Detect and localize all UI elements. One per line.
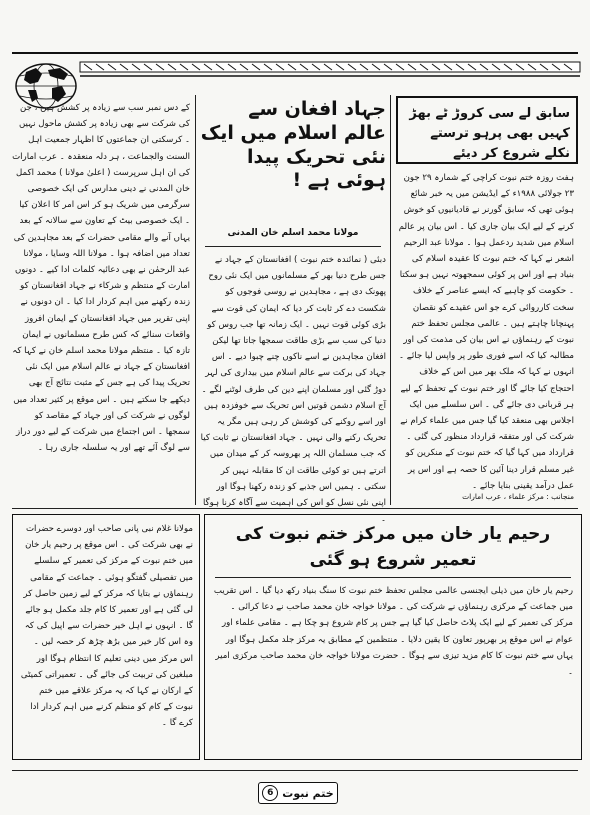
column-separator	[390, 95, 391, 505]
article-bottom-right-body: رحیم یار خان میں ذیلی ایجنسی عالمی مجلس تحفظ ختم نبوت کا سنگ بنیاد رکھ دیا گیا ۔ اس تقریب میں جماعت کے مرکزی رہنماؤں نے شرکت کی ۔ مولانا خواجہ خان محمد صاحب نے دعا کرائی ۔ مرکز کی تعمیر کے لیے ایک پلاٹ حاصل کیا گیا ہے جس پر کام شروع ہو چکا ہے ۔ مقامی علماء اور عوام نے اس موقع پر بھرپور تعاون کا یقین دلایا ۔ منتظمین کے مطابق یہ مرکز جلد مکمل ہوگا اور یہاں سے ختم نبوت کا کام مزید تیزی سے ہوگا ۔ حضرت مولانا خواجہ خان محمد صاحب مرکزی امیر ۔	[213, 586, 573, 678]
article-left-body: کے دس نمبر سب سے زیادہ پر کشش ہیں ، جن کی شرکت سے بھی زیادہ پر کشش ماحول نہیں ۔ کرسکتی ان جماعتوں کا اظہار جمعیت اہل السنت والجماعت ، ہر دلہ منعقدہ ۔ عرب امارات کی ان اہل سرپرست ( اعلیٰ مولانا ) محمد اکمل خان المدنی نے دینی مدارس کی ایک خصوصی سرگرمی میں شریک ہو کر اس امر کا اعلان کیا ۔ ایک خصوصی بیٹ کے تعاون سے سالانہ کے بعد یہاں آنے والے مقامی حضرات کے بعد مجاہدین کی تعداد میں اضافہ ہوا ۔ مولانا اللہ وسایا ، مولانا عبد الرحمٰن نے بھی دعائیہ کلمات ادا کیے ۔ دونوں امارت کے منتظم و شرکاء نے جہاد افغانستان کو زندہ رکھنے میں اہم کردار ادا کیا ۔ ان دونوں نے اپنی تقریر میں جہاد افغانستان کے ایمان افروز واقعات سنائے کہ کس طرح مسلمانوں نے ایمان تازہ کیا ۔ منتظم مولانا محمد اسلم خان نے کہا کہ افغانستان کے جہاد نے عالم اسلام میں ایک نئی تحریک پیدا کی ہے جس کے مثبت نتائج آج بھی دیکھے جا سکتے ہیں ۔ اس موقع پر کثیر تعداد میں لوگوں نے شرکت کی اور جہاد کے مقاصد کو سمجھا ۔ اس اجتماع میں شرکت کے لیے دور دراز سے لوگ آئے تھے اور یہ سلسلہ جاری رہا ۔	[12, 103, 190, 454]
footer-label: ختم نبوت	[282, 786, 334, 800]
headline-rule	[215, 577, 571, 578]
byline-rule	[205, 246, 381, 247]
header-band	[80, 58, 580, 80]
article-bottom-left-body: مولانا غلام نبی پانی صاحب اور دوسرے حضرات نے بھی شرکت کی ۔ اس موقع پر رحیم یار خان میں ختم نبوت کے مرکز کی تعمیر کے سلسلے میں تفصیلی گفتگو ہوئی ۔ جماعت کے مقامی رہنماؤں نے بتایا کہ مرکز کے لیے زمین حاصل کر لی گئی ہے اور تعمیر کا کام جلد مکمل ہو جائے گا ۔ انہوں نے اہل خیر حضرات سے اپیل کی کہ وہ اس کار خیر میں بڑھ چڑھ کر حصہ لیں ۔ اس مرکز میں دینی تعلیم کا انتظام ہوگا اور مبلغین کی تربیت کی جائے گی ۔ تعمیراتی کمیٹی کے ارکان نے کہا کہ یہ مرکز علاقے میں ختم نبوت کے کام کو منظم کرنے میں اہم کردار ادا کرے گا ۔	[20, 524, 193, 729]
footer-badge	[258, 782, 338, 804]
page-number: 6	[262, 785, 278, 801]
right-headline-box	[396, 96, 578, 164]
article-center-headline: جہاد افغان سے عالم اسلام میں ایک نئی تحریک پیدا ہوئی ہے !	[200, 98, 386, 192]
article-center-body: دبئی ( نمائندہ ختم نبوت ) افغانستان کے جہاد نے جس طرح دنیا بھر کے مسلمانوں میں ایک نئی روح پھونک دی ہے ، مجاہدین نے روسی فوجوں کو شکست دے کر ثابت کر دیا کہ ایمان کی قوت سے بڑی کوئی قوت نہیں ۔ ایک زمانہ تھا جب روس کو دنیا کی سب سے بڑی طاقت سمجھا جاتا تھا لیکن افغان مجاہدین نے اسے ناکوں چنے چبوا دیے ۔ اس جہاد کی برکت سے عالم اسلام میں بیداری کی لہر دوڑ گئی اور مسلمان اپنے دین کی طرف لوٹنے لگے ۔ آج اسلام دشمن قوتیں اس تحریک سے خوفزدہ ہیں اور اسے روکنے کی کوشش کر رہی ہیں مگر یہ تحریک رکنے والی نہیں ۔ جہاد افغانستان نے ثابت کیا کہ جب مسلمان اللہ پر بھروسہ کر کے میدان میں اترتے ہیں تو کوئی طاقت ان کا مقابلہ نہیں کر سکتی ۔ ہمیں اس جذبے کو زندہ رکھنا ہوگا اور اپنی نئی نسل کو اس کی اہمیت سے آگاہ کرنا ہوگا ۔	[200, 255, 386, 525]
article-right-body: ہفت روزہ ختم نبوت کراچی کے شمارہ ۲۹ جون ۲۳ جولائی ۱۹۸۸ء کے ایڈیشن میں یہ خبر شائع ہوئی تھی کہ سابق گورنر نے قادیانیوں کو خوش کرنے کے لیے ایک بیان جاری کیا ۔ اس بیان پر عالم اسلام میں شدید ردعمل ہوا ۔ مولانا عبد الرحیم اشعر نے کہا کہ ختم نبوت کا عقیدہ اسلام کی بنیاد ہے اور اس پر کوئی سمجھوتہ نہیں ہو سکتا ۔ حکومت کو چاہیے کہ ایسے عناصر کے خلاف سخت کارروائی کرے جو اس عقیدے کو نقصان پہنچانا چاہتے ہیں ۔ عالمی مجلس تحفظ ختم نبوت کے رہنماؤں نے اس بیان کی مذمت کی اور مطالبہ کیا کہ اسے فوری طور پر واپس لیا جائے ۔ انہوں نے کہا کہ ملک بھر میں اس کے خلاف احتجاج کیا جائے گا اور ختم نبوت کے تحفظ کے لیے ہر قربانی دی جائے گی ۔ اس سلسلے میں ایک اجلاس بھی منعقد کیا گیا جس میں علماء کرام نے شرکت کی اور متفقہ قرارداد منظور کی گئی ۔ قرارداد میں کہا گیا کہ ختم نبوت کے منکرین کو غیر مسلم قرار دینا آئین کا حصہ ہے اور اس پر عمل درآمد یقینی بنایا جائے ۔	[398, 173, 574, 491]
article-bottom-right-headline: رحیم یار خان میں مرکز ختم نبوت کی تعمیر شروع ہو گئی	[235, 524, 551, 570]
article-center-byline: مولانا محمد اسلم خان المدنی	[227, 228, 359, 238]
column-separator	[195, 95, 196, 505]
bottom-right-frame	[204, 514, 582, 760]
footer-rule	[12, 770, 578, 771]
section-divider	[12, 508, 578, 509]
bottom-left-frame	[12, 514, 200, 760]
header-rule	[12, 52, 578, 54]
article-right-credit: منجانب : مرکز علماء ، عرب امارات	[462, 492, 574, 501]
article-right-headline: سابق لے سی کروڑ ٹے بھڑ کہیں بھی پرہو ترستے نکلے شروع کر دیئے	[409, 106, 570, 161]
